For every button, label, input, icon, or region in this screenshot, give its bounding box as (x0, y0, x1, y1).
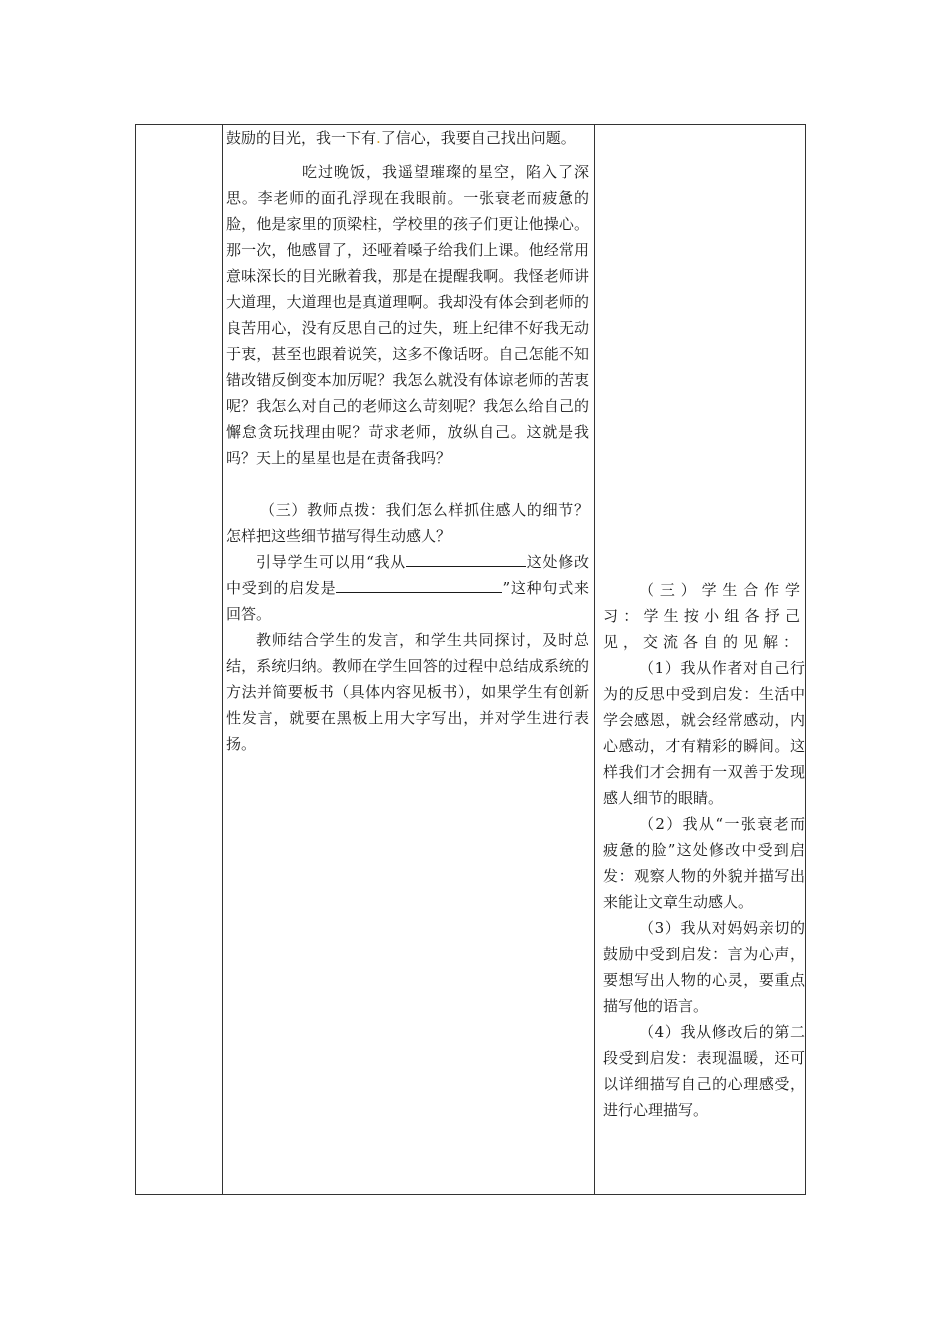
guidance-sentence-pattern: 引导学生可以用“我从 这处修改中受到的启发是 ”这种句式来回答。 (226, 553, 589, 623)
text-para-1: 鼓励的目光，我一下有.了信心，我要自己找出问题。 (226, 129, 576, 147)
student-insight-1: （1）我从作者对自己行为的反思中受到启发：生活中学会感恩，就会经常感动，内心感动，才有精彩的瞬间。这样我们才会拥有一双善于发现感人细节的眼睛。 (603, 659, 805, 807)
text-para-2: 吃过晚饭，我遥望璀璨的星空，陷入了深思。李老师的面孔浮现在我眼前。一张衰老而疲惫的脸，他是家里的顶梁柱，学校里的孩子们更让他操心。那一次，他感冒了，还哑着嗓子给我们上课。他经常用意味深长的目光瞅着我，那是在提醒我啊。我怪老师讲大道理，大道理也是真道理啊。我却没有体会到老师的良苦用心，没有反思自己的过失，班上纪律不好我无动于衷，甚至也跟着说笑，这多不像话呀。自己怎能不知错改错反倒变本加厉呢？我怎么就没有体谅老师的苦衷呢？我怎么对自己的老师这么苛刻呢？我怎么给自己的懈怠贪玩找理由呢？苛求老师，放纵自己。这就是我吗？天上的星星也是在责备我吗？ (226, 163, 589, 467)
teacher-guidance-heading: （三）教师点拨：我们怎么样抓住感人的细节？怎样把这些细节描写得生动感人？ (226, 501, 589, 545)
student-activity-cell (597, 577, 805, 1123)
student-insight-4: （4）我从修改后的第二段受到启发：表现温暖，还可以详细描写自己的心理感受，进行心理描写。 (603, 1023, 805, 1119)
student-coop-heading: （三）学生合作学习：学生按小组各抒己见，交流各自的见解： (603, 581, 805, 651)
student-insight-2: （2）我从“一张衰老而疲惫的脸”这处修改中受到启发：观察人物的外貌并描写出来能让文章生动感人。 (603, 815, 805, 911)
lesson-table (135, 124, 806, 1195)
column-divider-left (222, 125, 223, 1194)
blank-line-1 (406, 551, 526, 567)
blank-line-2 (336, 577, 502, 593)
teacher-summary-para: 教师结合学生的发言，和学生共同探讨，及时总结，系统归纳。教师在学生回答的过程中总结成系统的方法并简要板书（具体内容见板书），如果学生有创新性发言，就要在黑板上用大字写出，并对学生进行表扬。 (226, 631, 589, 753)
teacher-activity-cell (224, 125, 592, 757)
student-insight-3: （3）我从对妈妈亲切的鼓励中受到启发：言为心声，要想写出人物的心灵，要重点描写他的语言。 (603, 919, 805, 1015)
column-divider-right (594, 125, 595, 1194)
